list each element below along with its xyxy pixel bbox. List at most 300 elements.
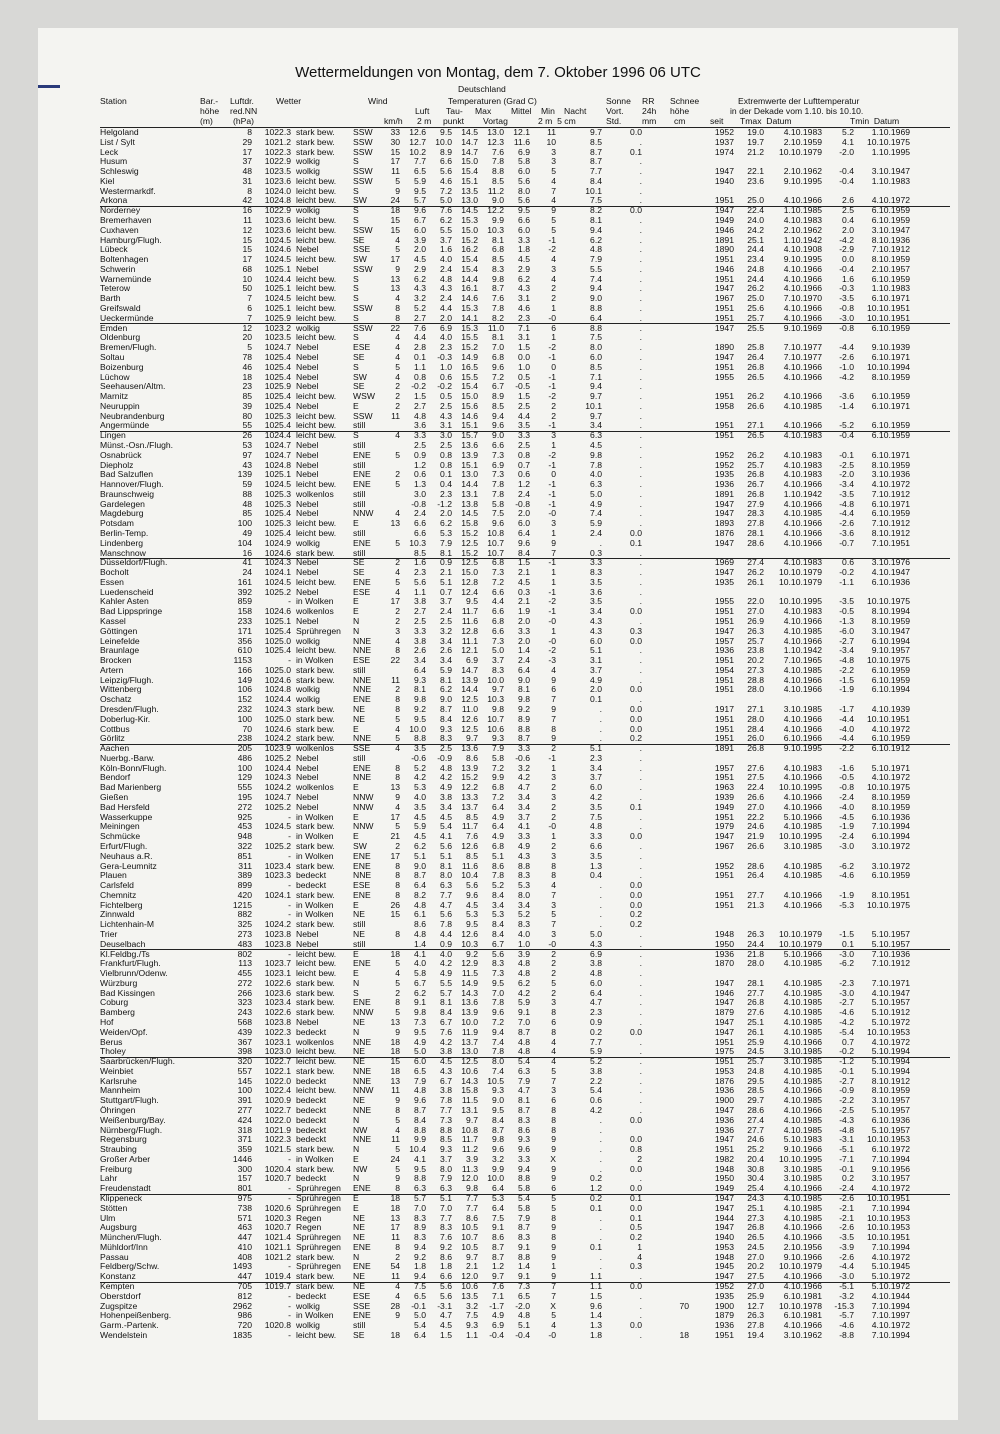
cell-station: Berus: [100, 1036, 123, 1047]
cell-dewpoint: 8.9: [440, 146, 452, 157]
cell-temp-min: 2.1: [518, 596, 530, 607]
cell-tmin: 0.4: [842, 215, 854, 226]
cell-station: Deuselbach: [100, 938, 146, 949]
cell-temp-night: -1: [548, 557, 556, 568]
cell-tmax: 29.7: [747, 1095, 764, 1106]
cell-dewpoint: 7.2: [440, 185, 452, 196]
cell-station: Mühldorf/Inn: [100, 1241, 148, 1252]
cell-pressure: 1021.1: [264, 1241, 291, 1252]
cell-sunshine: .: [599, 919, 602, 930]
cell-wind-dir: E: [353, 1202, 359, 1213]
cell-wind-speed: 9: [395, 1310, 400, 1321]
cell-since-year: 1957: [714, 762, 734, 773]
cell-temp-min: 9.4: [518, 1163, 530, 1174]
cell-elevation: 389: [237, 870, 252, 881]
cell-station: Vielbrunn/Odenw.: [100, 968, 168, 979]
cell-since-year: 1944: [714, 1212, 734, 1223]
cell-tmax-date: 4.10.1966: [783, 684, 822, 695]
cell-temp-min: 8.7: [518, 1026, 530, 1037]
cell-wind-speed: 30: [390, 136, 400, 147]
cell-wind-dir: SSW: [353, 136, 373, 147]
cell-tmax-date: 10.10.1995: [778, 831, 822, 842]
cell-temp-mean: 9.9: [492, 215, 504, 226]
cell-sunshine: 8.4: [590, 175, 602, 186]
cell-precip: .: [639, 332, 642, 343]
cell-temp-max: 9.8: [466, 1183, 478, 1194]
cell-temp-max: 2.1: [466, 1261, 478, 1272]
cell-temp-air: 2.8: [414, 342, 426, 353]
cell-sunshine: 5.0: [590, 488, 602, 499]
cell-sunshine: 8.7: [590, 156, 602, 167]
cell-station: Kassel: [100, 616, 126, 626]
cell-tmax: 26.4: [747, 870, 764, 881]
cell-station: Cottbus: [100, 723, 130, 734]
cell-temp-air: 9.5: [414, 1026, 426, 1037]
cell-temp-max: 14.9: [461, 351, 478, 362]
cell-temp-night: 1: [551, 439, 556, 450]
cell-temp-min: 5.8: [518, 1183, 530, 1194]
cell-tmin: -4.8: [839, 498, 854, 509]
cell-precip: 0.0: [630, 1134, 642, 1145]
cell-tmin: -4.4: [839, 733, 854, 744]
cell-temp-min: 8.7: [518, 1105, 530, 1115]
cell-tmin-date: 3.10.1947: [871, 224, 910, 235]
cell-pressure: -: [288, 948, 291, 959]
cell-pressure: -: [288, 1261, 291, 1272]
cell-tmax: 26.1: [747, 1026, 764, 1037]
cell-temp-min: 1.4: [518, 1261, 530, 1272]
cell-temp-max: 15.4: [461, 381, 478, 392]
cell-temp-air: -0.8: [411, 498, 426, 509]
cell-temp-max: 16.1: [461, 283, 478, 294]
cell-wind-speed: 5: [395, 449, 400, 460]
cell-wind-dir: NNE: [353, 772, 372, 783]
cell-tmax-date: 10.10.1979: [778, 928, 822, 939]
cell-wind-speed: 13: [390, 1212, 400, 1223]
cell-tmin-date: 10.10.1975: [866, 136, 910, 147]
cell-temp-min: 0.5: [518, 371, 530, 382]
cell-temp-air: 9.6: [414, 1095, 426, 1106]
cell-wind-speed: 5: [395, 479, 400, 490]
cell-tmin: -4.2: [839, 234, 854, 245]
cell-temp-max: 15.2: [461, 772, 478, 783]
cell-tmax-date: 4.10.1966: [783, 635, 822, 646]
cell-temp-max: 11.6: [461, 860, 478, 871]
cell-wind-dir: NE: [353, 909, 365, 920]
cell-temp-night: 3: [551, 263, 556, 274]
cell-sunshine: 4.0: [590, 469, 602, 480]
cell-tmin: 5.2: [842, 127, 854, 137]
cell-pressure: 1025.0: [264, 635, 291, 646]
cell-temp-max: 3.9: [466, 1153, 478, 1164]
cell-station: Carlsfeld: [100, 880, 134, 891]
cell-wind-dir: NNW: [353, 801, 374, 812]
cell-temp-air: 0.6: [414, 469, 426, 480]
cell-sunshine: 1.2: [590, 1183, 602, 1194]
cell-precip: .: [639, 263, 642, 274]
header-luft: Luft: [415, 106, 430, 116]
cell-tmin: -15.3: [834, 1300, 854, 1311]
cell-dewpoint: 8.1: [440, 860, 452, 871]
cell-temp-min: 8.8: [518, 1173, 530, 1184]
cell-wind-dir: E: [353, 723, 359, 734]
cell-wind-speed: 4: [395, 1290, 400, 1301]
cell-wind-dir: ENE: [353, 1261, 371, 1272]
cell-temp-max: 9.3: [466, 1320, 478, 1331]
cell-temp-night: 4: [551, 664, 556, 675]
cell-temp-min: 0.0: [518, 351, 530, 362]
cell-precip: 0.1: [630, 537, 642, 548]
cell-weather: Nebel: [296, 508, 319, 519]
cell-wind-dir: E: [353, 968, 359, 979]
cell-tmax: 19.7: [747, 136, 764, 147]
cell-tmin: -0.3: [839, 283, 854, 294]
cell-tmax: 24.4: [747, 938, 764, 949]
cell-temp-air: 6.4: [414, 664, 426, 675]
cell-precip: .: [639, 547, 642, 558]
cell-since-year: 1950: [714, 938, 734, 949]
cell-dewpoint: 5.6: [440, 166, 452, 177]
cell-elevation: 272: [237, 977, 252, 988]
cell-pressure: 1025.4: [264, 351, 291, 362]
cell-temp-air: 3.3: [414, 430, 426, 441]
cell-dewpoint: 6.9: [440, 322, 452, 333]
cell-since-year: 1949: [714, 215, 734, 226]
cell-tmax: 12.7: [747, 1300, 764, 1311]
cell-wind-speed: 4: [395, 801, 400, 812]
cell-temp-air: 2.9: [414, 263, 426, 274]
cell-temp-min: 6.6: [518, 215, 530, 226]
cell-temp-air: 2.7: [414, 400, 426, 411]
cell-tmax: 28.4: [747, 723, 764, 734]
cell-wind-speed: 8: [395, 860, 400, 871]
cell-station: Garm.-Partenk.: [100, 1320, 159, 1331]
cell-tmax-date: 4.10.1985: [783, 1016, 822, 1027]
cell-tmin-date: 10.10.1951: [866, 1193, 910, 1204]
cell-temp-max: 10.4: [461, 870, 478, 881]
cell-tmax: 28.0: [747, 958, 764, 969]
cell-station: Lahr: [100, 1173, 118, 1184]
cell-precip: 4: [637, 1251, 642, 1262]
cell-pressure: 1024.5: [264, 234, 291, 245]
cell-temp-min: 3.3: [518, 743, 530, 754]
cell-elevation: 166: [237, 664, 252, 675]
cell-pressure: 1025.4: [264, 371, 291, 382]
cell-tmin-date: 6.10.1971: [871, 400, 910, 411]
cell-sunshine: 2.0: [590, 684, 602, 695]
cell-temp-night: 1: [551, 762, 556, 773]
cell-temp-max: 11.5: [461, 1095, 478, 1106]
cell-tmin-date: 3.10.1972: [871, 860, 910, 871]
cell-tmin-date: 3.10.1947: [871, 625, 910, 636]
cell-temp-max: 7.7: [466, 1193, 478, 1204]
cell-precip: .: [639, 576, 642, 587]
cell-tmax: 28.8: [747, 674, 764, 685]
cell-station: Boltenhagen: [100, 254, 149, 265]
cell-pressure: 1024.0: [264, 185, 291, 196]
cell-sunshine: 5.4: [590, 1085, 602, 1096]
cell-temp-min: 4.8: [518, 968, 530, 979]
cell-precip: .: [639, 234, 642, 245]
cell-temp-mean: 7.2: [492, 1016, 504, 1027]
cell-weather: stark bew.: [296, 674, 335, 685]
cell-temp-night: 3: [551, 430, 556, 441]
cell-tmin: -3.0: [839, 312, 854, 323]
cell-wind-speed: 4: [395, 351, 400, 362]
cell-tmax-date: 4.10.1966: [783, 371, 822, 382]
cell-tmax-date: 4.10.1966: [783, 391, 822, 402]
cell-temp-mean: 8.8: [492, 166, 504, 177]
cell-wind-speed: 9: [395, 263, 400, 274]
cell-station: Görlitz: [100, 733, 125, 744]
cell-temp-max: 10.3: [461, 938, 478, 949]
cell-temp-mean: 10.7: [487, 713, 504, 724]
cell-tmax-date: 4.10.1985: [783, 1007, 822, 1018]
cell-temp-night: -3: [548, 655, 556, 666]
cell-precip: .: [639, 860, 642, 871]
cell-tmin: -1.1: [839, 576, 854, 587]
cell-tmax: 26.6: [747, 400, 764, 411]
cell-weather: in Wolken: [296, 596, 334, 607]
cell-tmin-date: 5.10.1957: [871, 938, 910, 949]
cell-station: Dresden/Flugh.: [100, 704, 159, 715]
cell-precip: .: [639, 312, 642, 323]
cell-temp-min: 4.7: [518, 1085, 530, 1096]
cell-pressure: 1021.2: [264, 1251, 291, 1262]
cell-dewpoint: 5.6: [440, 840, 452, 851]
cell-since-year: 1951: [714, 254, 734, 265]
cell-precip: .: [639, 1300, 642, 1311]
cell-weather: leicht bew.: [296, 391, 337, 402]
cell-tmin: 0.2: [842, 1173, 854, 1184]
cell-precip: .: [639, 381, 642, 392]
cell-pressure: 1024.6: [264, 547, 291, 558]
cell-since-year: 1954: [714, 664, 734, 675]
cell-dewpoint: 2.3: [440, 342, 452, 353]
cell-tmax: 25.7: [747, 459, 764, 470]
cell-temp-max: 6.9: [466, 655, 478, 666]
cell-temp-max: 5.3: [466, 909, 478, 920]
cell-tmin: -4.2: [839, 1016, 854, 1027]
cell-temp-air: 4.0: [414, 792, 426, 803]
cell-temp-air: 3.3: [414, 625, 426, 636]
cell-tmin-date: 7.10.1971: [871, 977, 910, 988]
cell-precip: .: [639, 439, 642, 450]
cell-sunshine: 8.5: [590, 361, 602, 372]
cell-temp-air: 9.2: [414, 1251, 426, 1262]
cell-station: Hannover/Flugh.: [100, 479, 164, 490]
cell-station: Schmücke: [100, 831, 141, 842]
cell-elevation: 238: [237, 733, 252, 744]
cell-weather: stark bew.: [296, 1007, 335, 1018]
cell-temp-night: 4: [551, 254, 556, 265]
cell-pressure: -: [288, 909, 291, 920]
cell-dewpoint: 4.0: [440, 254, 452, 265]
cell-since-year: 1952: [714, 860, 734, 871]
cell-temp-mean: 7.8: [492, 303, 504, 314]
cell-temp-mean: 8.5: [492, 400, 504, 411]
cell-wind-speed: 15: [390, 224, 400, 235]
cell-temp-mean: 7.8: [492, 1046, 504, 1057]
cell-tmin: -4.6: [839, 1007, 854, 1018]
cell-temp-max: 15.1: [461, 175, 478, 186]
cell-sunshine: 4.2: [590, 792, 602, 803]
cell-wind-dir: still: [353, 488, 366, 499]
cell-weather: leicht bew.: [296, 968, 337, 979]
cell-wind-dir: N: [353, 977, 360, 988]
cell-sunshine: 5.1: [590, 743, 602, 754]
cell-temp-air: 8.3: [414, 1212, 426, 1223]
cell-temp-night: 4: [551, 1046, 556, 1057]
cell-since-year: 1947: [714, 351, 734, 362]
cell-since-year: 1951: [714, 195, 734, 206]
cell-wind-dir: NNE: [353, 1065, 372, 1076]
cell-station: Gardelegen: [100, 498, 145, 509]
cell-precip: 0.3: [630, 625, 642, 636]
cell-temp-max: 15.7: [461, 430, 478, 441]
cell-tmax-date: 4.10.1966: [783, 889, 822, 900]
cell-temp-air: 7.5: [414, 1281, 426, 1292]
cell-precip: .: [639, 1007, 642, 1018]
cell-temp-air: 4.8: [414, 928, 426, 939]
cell-tmax-date: 4.10.1985: [783, 1026, 822, 1037]
cell-tmin: 2.6: [842, 195, 854, 206]
cell-pressure: -: [288, 596, 291, 607]
cell-station: Neuruppin: [100, 400, 140, 411]
cell-pressure: 1023.6: [264, 224, 291, 235]
cell-sunshine: 4.7: [590, 997, 602, 1008]
cell-temp-min: 8.4: [518, 547, 530, 558]
cell-weather: Nebel: [296, 469, 319, 480]
cell-temp-air: 5.7: [414, 1193, 426, 1204]
cell-elevation: 171: [237, 625, 252, 636]
cell-tmin-date: 3.10.1972: [871, 840, 910, 851]
cell-pressure: -: [288, 850, 291, 861]
cell-temp-mean: 7.3: [492, 449, 504, 460]
cell-since-year: 1936: [714, 1320, 734, 1331]
cell-temp-night: -1: [548, 479, 556, 490]
cell-tmax: 26.3: [747, 625, 764, 636]
cell-dewpoint: 8.8: [440, 1124, 452, 1135]
cell-temp-max: 13.3: [461, 792, 478, 803]
cell-tmax-date: 10.10.1979: [778, 146, 822, 157]
cell-dewpoint: 4.2: [440, 958, 452, 969]
cell-temp-air: -0.2: [411, 381, 426, 392]
cell-temp-air: 10.3: [409, 537, 426, 548]
cell-tmin-date: 5.10.1972: [871, 1016, 910, 1027]
cell-wind-dir: NNE: [353, 870, 372, 881]
cell-temp-mean: 9.3: [492, 1085, 504, 1096]
cell-wind-dir: E: [353, 782, 359, 793]
cell-tmin-date: 10.10.1975: [866, 655, 910, 666]
cell-weather: leicht bew.: [296, 1046, 337, 1057]
cell-pressure: 1024.5: [264, 576, 291, 587]
cell-temp-min: 7.9: [518, 1212, 530, 1223]
cell-temp-min: 3.3: [518, 831, 530, 842]
cell-elevation: 43: [242, 459, 252, 470]
cell-pressure: 1024.4: [264, 273, 291, 284]
cell-temp-mean: 10.7: [487, 537, 504, 548]
header-sonne: Sonne: [606, 96, 631, 106]
cell-temp-air: 8.4: [414, 1114, 426, 1125]
cell-since-year: 1951: [714, 312, 734, 323]
cell-pressure: 1025.2: [264, 840, 291, 851]
cell-temp-min: 1.5: [518, 557, 530, 568]
cell-temp-air: 4.9: [414, 1036, 426, 1047]
cell-elevation: 205: [237, 743, 252, 754]
cell-wind-speed: 18: [390, 1065, 400, 1076]
cell-dewpoint: 3.7: [440, 1153, 452, 1164]
cell-station: Freudenstadt: [100, 1183, 151, 1194]
cell-elevation: 145: [237, 1075, 252, 1086]
cell-temp-air: 2.7: [414, 312, 426, 323]
cell-dewpoint: 2.3: [440, 488, 452, 499]
cell-tmax: 25.4: [747, 1183, 764, 1194]
cell-tmin: -5.7: [839, 1310, 854, 1321]
cell-tmax: 26.9: [747, 616, 764, 626]
cell-elevation: 161: [237, 576, 252, 587]
cell-temp-night: 4: [551, 1320, 556, 1331]
cell-temp-night: 5: [551, 909, 556, 920]
cell-temp-min: 3.4: [518, 792, 530, 803]
cell-dewpoint: 7.7: [440, 889, 452, 900]
cell-since-year: 1946: [714, 224, 734, 235]
cell-temp-mean: 7.3: [492, 469, 504, 480]
cell-tmin-date: 1.10.1983: [871, 283, 910, 294]
cell-temp-night: 3: [551, 156, 556, 167]
cell-temp-air: 6.3: [414, 1183, 426, 1194]
cell-temp-air: 12.6: [409, 127, 426, 137]
cell-station: Essen: [100, 576, 124, 587]
cell-tmin-date: 1.10.1995: [871, 146, 910, 157]
cell-since-year: 1951: [714, 1329, 734, 1340]
cell-dewpoint: 5.3: [440, 527, 452, 538]
cell-tmax: 26.8: [747, 488, 764, 499]
cell-temp-night: 1: [551, 567, 556, 578]
cell-temp-mean: 8.7: [492, 1124, 504, 1135]
cell-elevation: 29: [242, 136, 252, 147]
cell-tmin: -0.4: [839, 175, 854, 186]
cell-dewpoint: 8.1: [440, 547, 452, 558]
cell-wind-speed: 4: [395, 635, 400, 646]
cell-temp-night: 2: [551, 968, 556, 979]
cell-tmin-date: 6.10.1994: [871, 831, 910, 842]
cell-dewpoint: 3.1: [440, 420, 452, 431]
cell-elevation: 100: [237, 1085, 252, 1096]
cell-pressure: 1025.0: [264, 713, 291, 724]
cell-elevation: 5: [247, 342, 252, 353]
cell-since-year: 1947: [714, 977, 734, 988]
cell-dewpoint: 8.3: [440, 1222, 452, 1233]
cell-station: Teterow: [100, 283, 131, 294]
cell-dewpoint: 5.1: [440, 1193, 452, 1204]
cell-sunshine: 6.4: [590, 312, 602, 323]
cell-precip: 0.0: [630, 1281, 642, 1292]
cell-tmin: -1.5: [839, 928, 854, 939]
cell-temp-air: 2.5: [414, 439, 426, 450]
cell-elevation: 6: [247, 303, 252, 314]
cell-tmin-date: 1.10.1969: [871, 127, 910, 137]
cell-tmax-date: 4.10.1966: [783, 312, 822, 323]
cell-sunshine: 8.5: [590, 136, 602, 147]
cell-dewpoint: 3.4: [440, 635, 452, 646]
cell-precip: .: [639, 283, 642, 294]
cell-wind-speed: 4: [395, 968, 400, 979]
cell-temp-air: 7.3: [414, 1016, 426, 1027]
cell-weather: bedeckt: [296, 1075, 327, 1086]
cell-sunshine: .: [599, 733, 602, 744]
cell-tmin-date: 7.10.1994: [871, 1153, 910, 1164]
